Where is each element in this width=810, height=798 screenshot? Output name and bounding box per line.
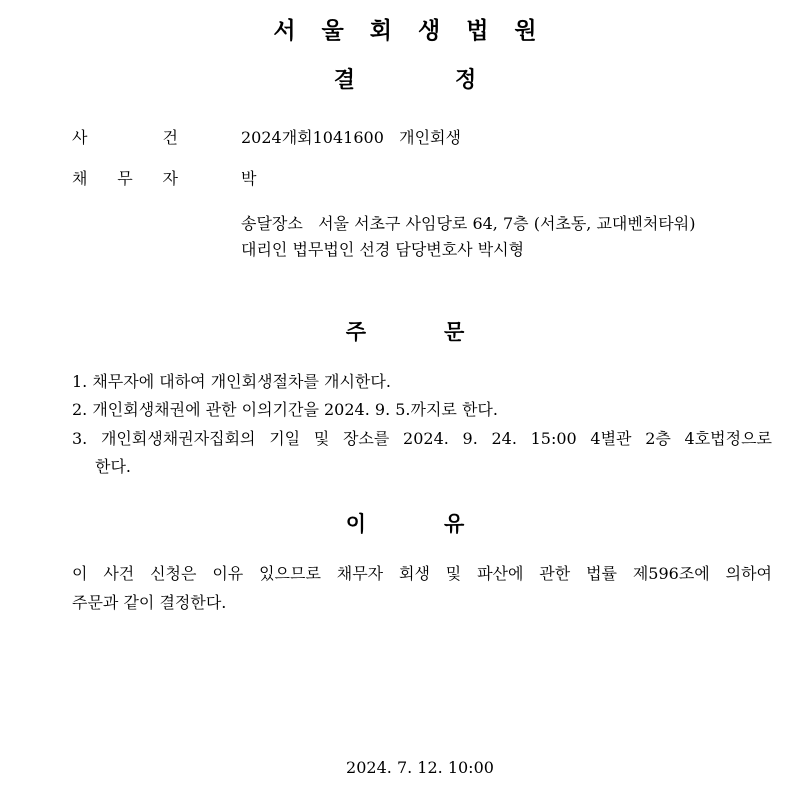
reason-line-2: 주문과 같이 결정한다. [72, 593, 227, 612]
order-item-3: 3. 개인회생채권자집회의 기일 및 장소를 2024. 9. 24. 15:00 4별관 2층 4호법정으로 [72, 429, 772, 448]
legal-agent: 대리인 법무법인 선경 담당변호사 박시형 [241, 240, 525, 259]
order-heading: 주문 [345, 320, 543, 344]
reason-heading: 이유 [345, 512, 543, 536]
service-address: 송달장소 서울 서초구 사임당로 64, 7층 (서초동, 교대벤처타워) [241, 214, 696, 233]
order-item-1: 1. 채무자에 대하여 개인회생절차를 개시한다. [72, 372, 391, 391]
case-number: 2024개회1041600 개인회생 [241, 128, 461, 147]
order-item-3-continued: 한다. [95, 457, 131, 476]
debtor-name: 박 [241, 169, 257, 188]
case-label: 사 건 [72, 128, 178, 147]
order-item-2: 2. 개인회생채권에 관한 이의기간을 2024. 9. 5.까지로 한다. [72, 400, 498, 419]
reason-line-1: 이 사건 신청은 이유 있으므로 채무자 회생 및 파산에 관한 법률 제596조에 의하여 [72, 564, 772, 583]
decision-date: 2024. 7. 12. 10:00 [346, 758, 494, 777]
court-name: 서울회생법원 [273, 18, 563, 44]
document-title: 결정 [333, 68, 577, 93]
debtor-label: 채 무 자 [72, 169, 178, 188]
